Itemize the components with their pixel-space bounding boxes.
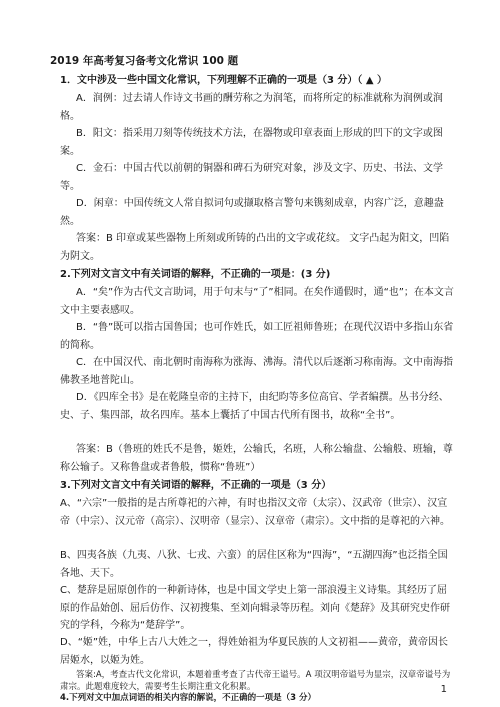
q2-option-b: B．“鲁”既可以指古国鲁国；也可作姓氏，如工匠祖师鲁班；在现代汉语中多指山东省的简称。 (60, 322, 454, 351)
question-2-stem: 2.下列对文言文中有关词语的解释，不正确的一项是：(3 分) (60, 269, 331, 280)
q1-option-c: C．金石：中国古代以前朝的铜器和碑石为研究对象，涉及文字、历史、书法、文学等。 (60, 163, 443, 192)
document-title: 2019 年高考复习备考文化常识 100 题 (50, 55, 239, 67)
q3-option-d: D、“姬”姓，中华上古八大姓之一，得姓始祖为华夏民族的人文初祖——黄帝，黄帝因长居姬水，以姬为姓。 (60, 637, 449, 666)
question-4-stem: 4.下列对文中加点词语的相关内容的解说，不正确的一项是（3 分） (60, 693, 317, 703)
q2-option-a: A．“矣”作为古代文言助词，用于句末与“了”相同。在矣作通假时，通“也”；在本文言文中主要表感叹。 (60, 287, 454, 316)
q3-answer: 答案:A，考查古代文化常识，本题着重考查了古代帝王谥号。A 项汉明帝谥号为显宗，汉章帝谥号为肃宗。此题难度较大，需要考生长期注重文化积累。 (60, 670, 451, 692)
q2-answer: 答案：B（鲁班的姓氏不是鲁，姬姓，公输氏，名班，人称公输盘、公输般、班输，尊称公输子。又称鲁盘或者鲁般，惯称“鲁班”） (60, 444, 453, 473)
q1-option-d: D．闲章：中国传统文人常自拟词句或撷取格言警句来镌刻成章，内容广泛，意趣盎然。 (60, 198, 444, 227)
q2-option-c: C．在中国汉代、南北朝时南海称为涨海、沸海。清代以后逐渐习称南海。文中南海指佛教圣地普陀山。 (60, 357, 453, 386)
q1-option-a: A．润例：过去请人作诗文书画的酬劳称之为润笔，而将所定的标准就称为润例或润格。 (60, 93, 443, 122)
q1-option-b: B．阳文：指采用刀刻等传统技术方法，在器物或印章表面上形成的凹下的文字或图案。 (60, 128, 443, 157)
q3-option-b: B、四夷各族（九夷、八狄、七戎、六蛮）的居住区称为“四海”，“五湖四海”也泛指全国各地、天下。 (60, 550, 448, 579)
question-3-stem: 3.下列对文言文中有关词语的解释，不正确的一项是（3 分） (60, 480, 332, 491)
q3-option-c: C、楚辞是屈原创作的一种新诗体，也是中国文学史上第一部浪漫主义诗集。其经历了屈原的作品始创、屈后仿作、汉初搜集、至刘向辑录等历程。刘向《楚辞》及其研究史作研究的学科，今称为“楚辞学”。 (60, 585, 450, 631)
q1-answer: 答案：B 印章或某些器物上所刻或所铸的凸出的文字或花纹。 文字凸起为阳文，凹陷为阴文。 (60, 233, 450, 262)
q2-option-d: D．《四库全书》是在乾隆皇帝的主持下，由纪昀等多位高官、学者编撰。丛书分经、史、子、集四部，故名四库。基本上囊括了中国古代所有图书，故称“全书”。 (60, 392, 449, 421)
question-1-stem: 1．文中涉及一些中国文化常识，下列理解不正确的一项是（3 分）（ ▲ ） (60, 75, 388, 86)
page-number: 1 (440, 684, 447, 695)
q3-option-a: A、“六宗”一般指的是古所尊祀的六神，有时也指汉文帝（太宗）、汉武帝（世宗）、汉宣帝（中宗）、汉元帝（高宗）、汉明帝（显宗）、汉章帝（肃宗）。文中指的是尊祀的六神。 (60, 498, 450, 527)
